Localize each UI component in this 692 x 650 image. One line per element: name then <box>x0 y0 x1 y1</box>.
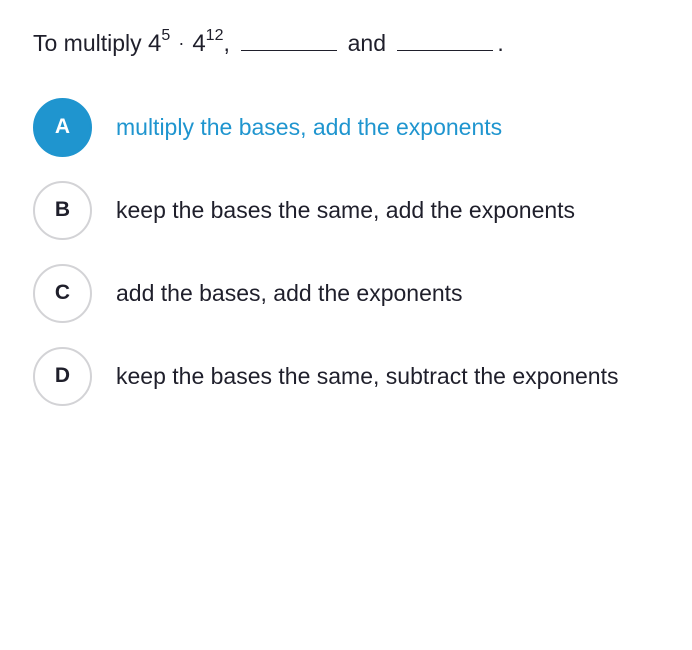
choice-d[interactable] <box>33 346 619 406</box>
base-1: 4 <box>148 30 162 57</box>
question-end: . <box>497 30 504 56</box>
choice-b-badge[interactable]: B <box>33 181 92 240</box>
question-comma: , <box>223 30 230 56</box>
base-2: 4 <box>192 30 206 57</box>
choice-b-text[interactable]: keep the bases the same, add the exponents <box>116 196 576 223</box>
choice-c-badge[interactable]: C <box>33 264 92 323</box>
choice-c[interactable] <box>33 263 463 323</box>
choice-b[interactable] <box>33 180 575 240</box>
answer-blank-1 <box>241 24 337 51</box>
question-prefix: To multiply <box>33 30 142 56</box>
exponent-1: 5 <box>161 27 171 45</box>
choice-a-text[interactable]: multiply the bases, add the exponents <box>116 113 503 140</box>
answer-blank-2 <box>397 24 493 51</box>
question-conjunction: and <box>347 30 387 56</box>
exponent-2: 12 <box>205 27 224 45</box>
choice-a[interactable] <box>33 97 502 157</box>
choice-d-text[interactable]: keep the bases the same, subtract the exponents <box>116 362 619 389</box>
choice-c-text[interactable]: add the bases, add the exponents <box>116 279 463 306</box>
choice-d-badge[interactable]: D <box>33 347 92 406</box>
question-prompt <box>33 24 504 62</box>
multiplication-dot: · <box>178 33 185 53</box>
choice-a-badge[interactable]: A <box>33 98 92 157</box>
